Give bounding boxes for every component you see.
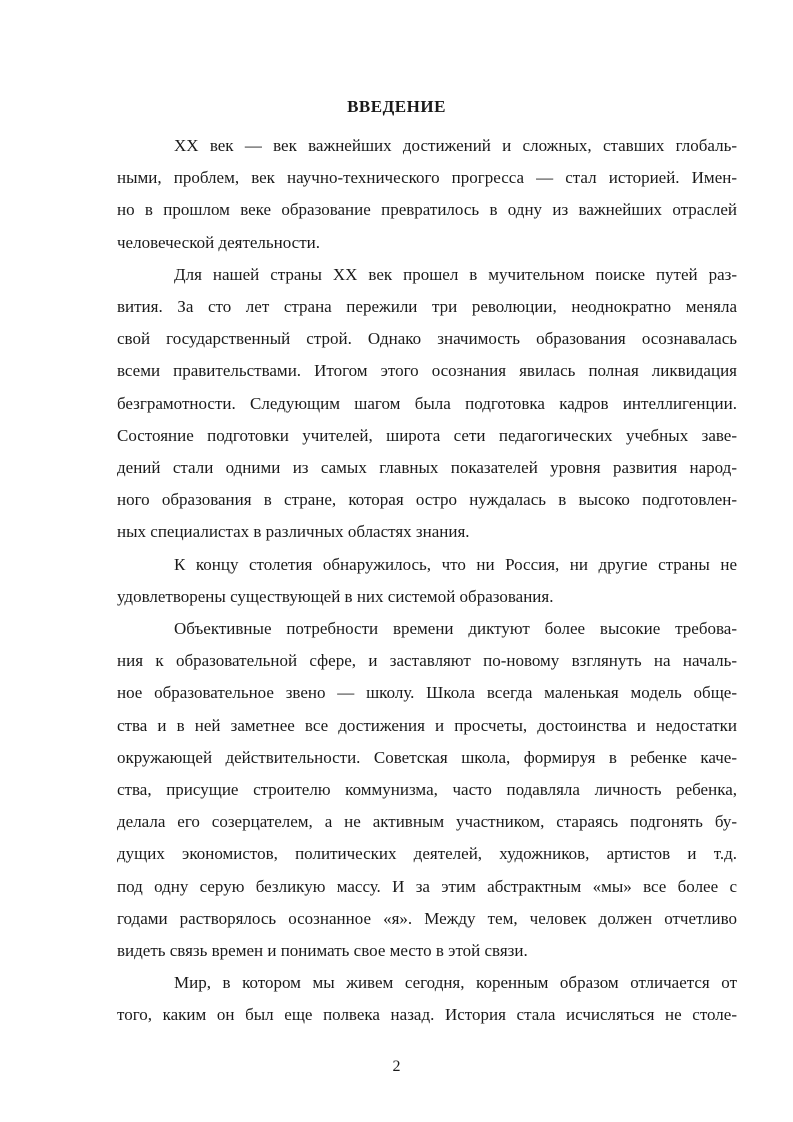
text-line: годами растворялось осознанное «я». Между тем, человек должен отчетливо bbox=[117, 908, 737, 928]
paragraph-3 bbox=[117, 549, 737, 613]
text-line: свой государственный строй. Однако значимость образования осознавалась bbox=[117, 329, 737, 349]
page-title: ВВЕДЕНИЕ bbox=[347, 97, 446, 116]
text-line: удовлетворены существующей в них системой образования. bbox=[117, 586, 554, 606]
text-line: К концу столетия обнаружилось, что ни Россия, ни другие страны не bbox=[174, 554, 737, 574]
text-line: ства и в ней заметнее все достижения и просчеты, достоинства и недостатки bbox=[117, 715, 737, 735]
text-line: XX век — век важнейших достижений и сложных, ставших глобаль- bbox=[174, 136, 737, 155]
paragraph-5 bbox=[117, 967, 737, 1031]
paragraph-1 bbox=[117, 130, 737, 259]
body-text bbox=[117, 130, 737, 1032]
paragraph-2 bbox=[117, 259, 737, 549]
text-line: ния к образовательной сфере, и заставляют по-новому взглянуть на началь- bbox=[117, 651, 737, 671]
text-line: ных специалистах в различных областях знания. bbox=[117, 522, 470, 542]
page-number: 2 bbox=[392, 1058, 401, 1075]
paragraph-4 bbox=[117, 613, 737, 967]
text-line: окружающей действительности. Советская школа, формируя в ребенке каче- bbox=[117, 747, 737, 767]
text-line: Мир, в котором мы живем сегодня, коренным образом отличается от bbox=[174, 973, 737, 993]
text-line: но в прошлом веке образование превратилось в одну из важнейших отраслей bbox=[117, 200, 737, 220]
text-line: дений стали одними из самых главных показателей уровня развития народ- bbox=[117, 458, 737, 478]
text-line: человеческой деятельности. bbox=[117, 232, 321, 252]
text-line: ного образования в стране, которая остро нуждалась в высоко подготовлен- bbox=[117, 490, 737, 510]
text-line: видеть связь времен и понимать свое место в этой связи. bbox=[117, 941, 528, 961]
text-line: безграмотности. Следующим шагом была подготовка кадров интеллигенции. bbox=[117, 393, 737, 413]
text-line: Состояние подготовки учителей, широта сети педагогических учебных заве- bbox=[117, 425, 737, 445]
text-line: делала его созерцателем, а не активным участником, стараясь подгонять бу- bbox=[117, 812, 737, 832]
text-line: дущих экономистов, политических деятелей, художников, артистов и т.д. bbox=[117, 844, 737, 864]
text-line: Для нашей страны XX век прошел в мучительном поиске путей раз- bbox=[174, 264, 737, 284]
text-line: ства, присущие строителю коммунизма, часто подавляла личность ребенка, bbox=[117, 780, 737, 800]
text-line: Объективные потребности времени диктуют более высокие требова- bbox=[174, 619, 737, 639]
text-line: ными, проблем, век научно-технического прогресса — стал историей. Имен- bbox=[117, 168, 737, 188]
text-line: под одну серую безликую массу. И за этим абстрактным «мы» все более с bbox=[117, 876, 737, 896]
text-line: вития. За сто лет страна пережили три революции, неоднократно меняла bbox=[117, 297, 737, 317]
text-line: ное образовательное звено — школу. Школа всегда маленькая модель обще- bbox=[117, 683, 737, 703]
text-line: всеми правительствами. Итогом этого осознания явилась полная ликвидация bbox=[117, 361, 737, 381]
text-line: того, каким он был еще полвека назад. История стала исчисляться не столе- bbox=[117, 1005, 737, 1025]
